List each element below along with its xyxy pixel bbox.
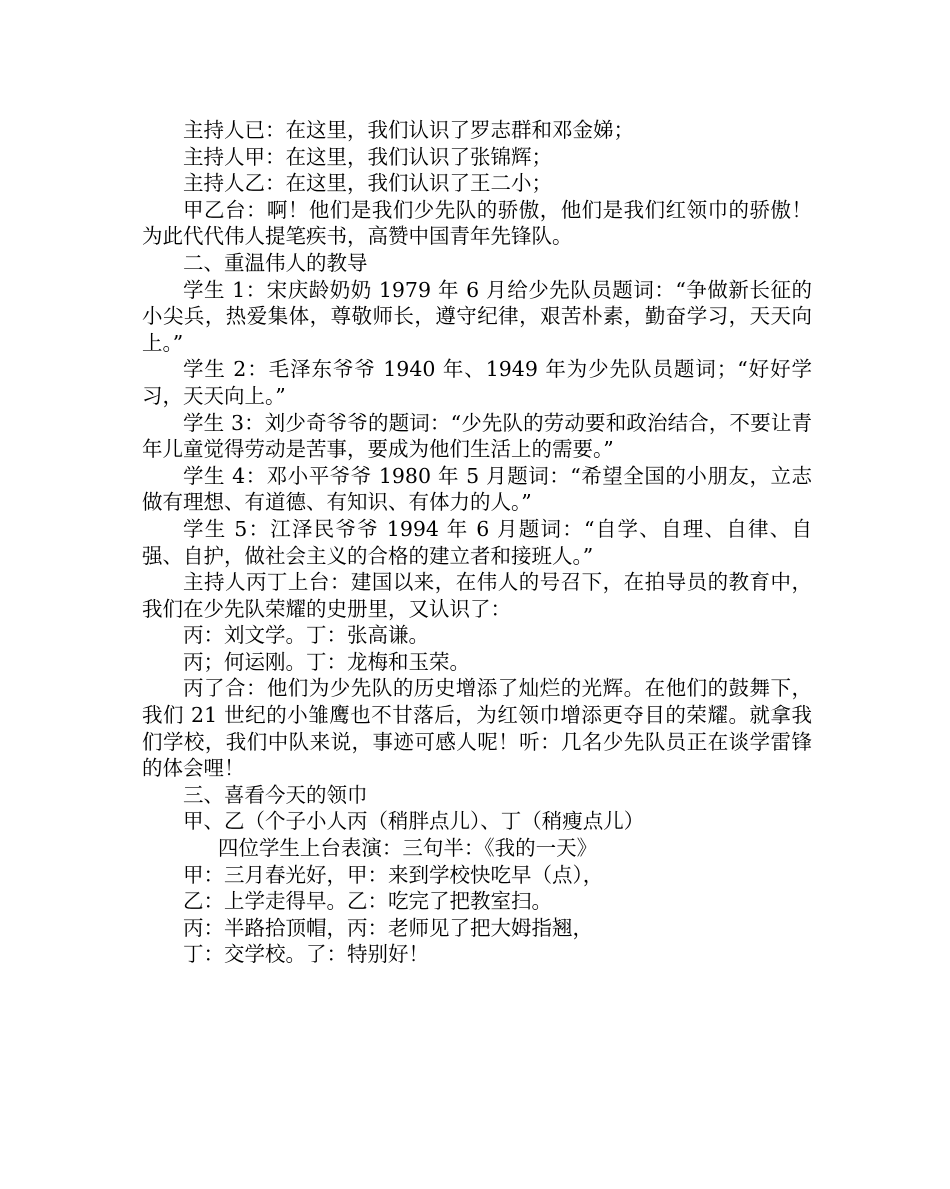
paragraph-student-3: 学生 3：刘少奇爷爷的题词：“少先队的劳动要和政治结合，不要让青年儿童觉得劳动是苦事，要成为他们生活上的需要。” — [142, 410, 812, 462]
paragraph-bing-ding-together: 丙了合：他们为少先队的历史增添了灿烂的光辉。在他们的鼓舞下，我们 21 世纪的小雏鹰也不甘落后，为红领巾增添更夺目的荣耀。就拿我们学校，我们中队来说，事迹可感人呢！听：几名少先队员正在谈学雷锋的体会哩！ — [142, 676, 812, 781]
paragraph-jia-yi-together: 甲乙台：啊！他们是我们少先队的骄傲，他们是我们红领巾的骄傲！为此代代伟人提笔疾书，高赞中国青年先锋队。 — [142, 197, 812, 249]
paragraph-cast: 甲、乙（个子小人丙（稍胖点儿）、丁（稍瘦点儿） — [183, 809, 645, 834]
section-heading-2: 二、重温伟人的教导 — [183, 250, 368, 275]
paragraph-host-jia-intro: 主持人甲：在这里，我们认识了张锦辉； — [183, 144, 552, 169]
paragraph-student-5: 学生 5：江泽民爷爷 1994 年 6 月题词：“自学、自理、自律、自强、自护，做社会主义的合格的建立者和接班人。” — [142, 516, 812, 568]
paragraph-line-ding: 丁：交学校。了：特别好！ — [183, 942, 429, 967]
paragraph-line-jia: 甲：三月春光好，甲：来到学校快吃早（点）， — [183, 862, 604, 887]
paragraph-student-1: 学生 1：宋庆龄奶奶 1979 年 6 月给少先队员题词：“争做新长征的小尖兵，热爱集体，尊敬师长，遵守纪律，艰苦朴素，勤奋学习，天天向上。” — [142, 277, 812, 355]
paragraph-host-yi-intro: 主持人已：在这里，我们认识了罗志群和邓金娣； — [183, 118, 634, 142]
paragraph-line-yi: 乙：上学走得早。乙：吃完了把教室扫。 — [183, 889, 552, 914]
document-body — [142, 117, 812, 968]
paragraph-performance-title: 四位学生上台表演：三句半：《我的一天》 — [217, 836, 598, 861]
paragraph-host-bing-ding: 主持人丙丁上台：建国以来，在伟人的号召下，在拍导员的教育中，我们在少先队荣耀的史册里，又认识了： — [142, 570, 812, 621]
paragraph-student-4: 学生 4：邓小平爷爷 1980 年 5 月题词：“希望全国的小朋友，立志做有理想、有道德、有知识、有体力的人。” — [142, 463, 812, 515]
paragraph-line-bing: 丙：半路拾顶帽，丙：老师见了把大姆指翘， — [183, 915, 593, 940]
section-heading-3: 三、喜看今天的领巾 — [183, 782, 368, 807]
paragraph-bing-ding-2: 丙；何运刚。丁：龙梅和玉荣。 — [183, 649, 470, 674]
paragraph-student-2: 学生 2：毛泽东爷爷 1940 年、1949 年为少先队员题词；“好好学习，天天向上。” — [142, 357, 812, 408]
paragraph-host-yi2-intro: 主持人乙：在这里，我们认识了王二小； — [183, 171, 552, 196]
paragraph-bing-ding-1: 丙：刘文学。丁：张高谦。 — [183, 623, 429, 648]
